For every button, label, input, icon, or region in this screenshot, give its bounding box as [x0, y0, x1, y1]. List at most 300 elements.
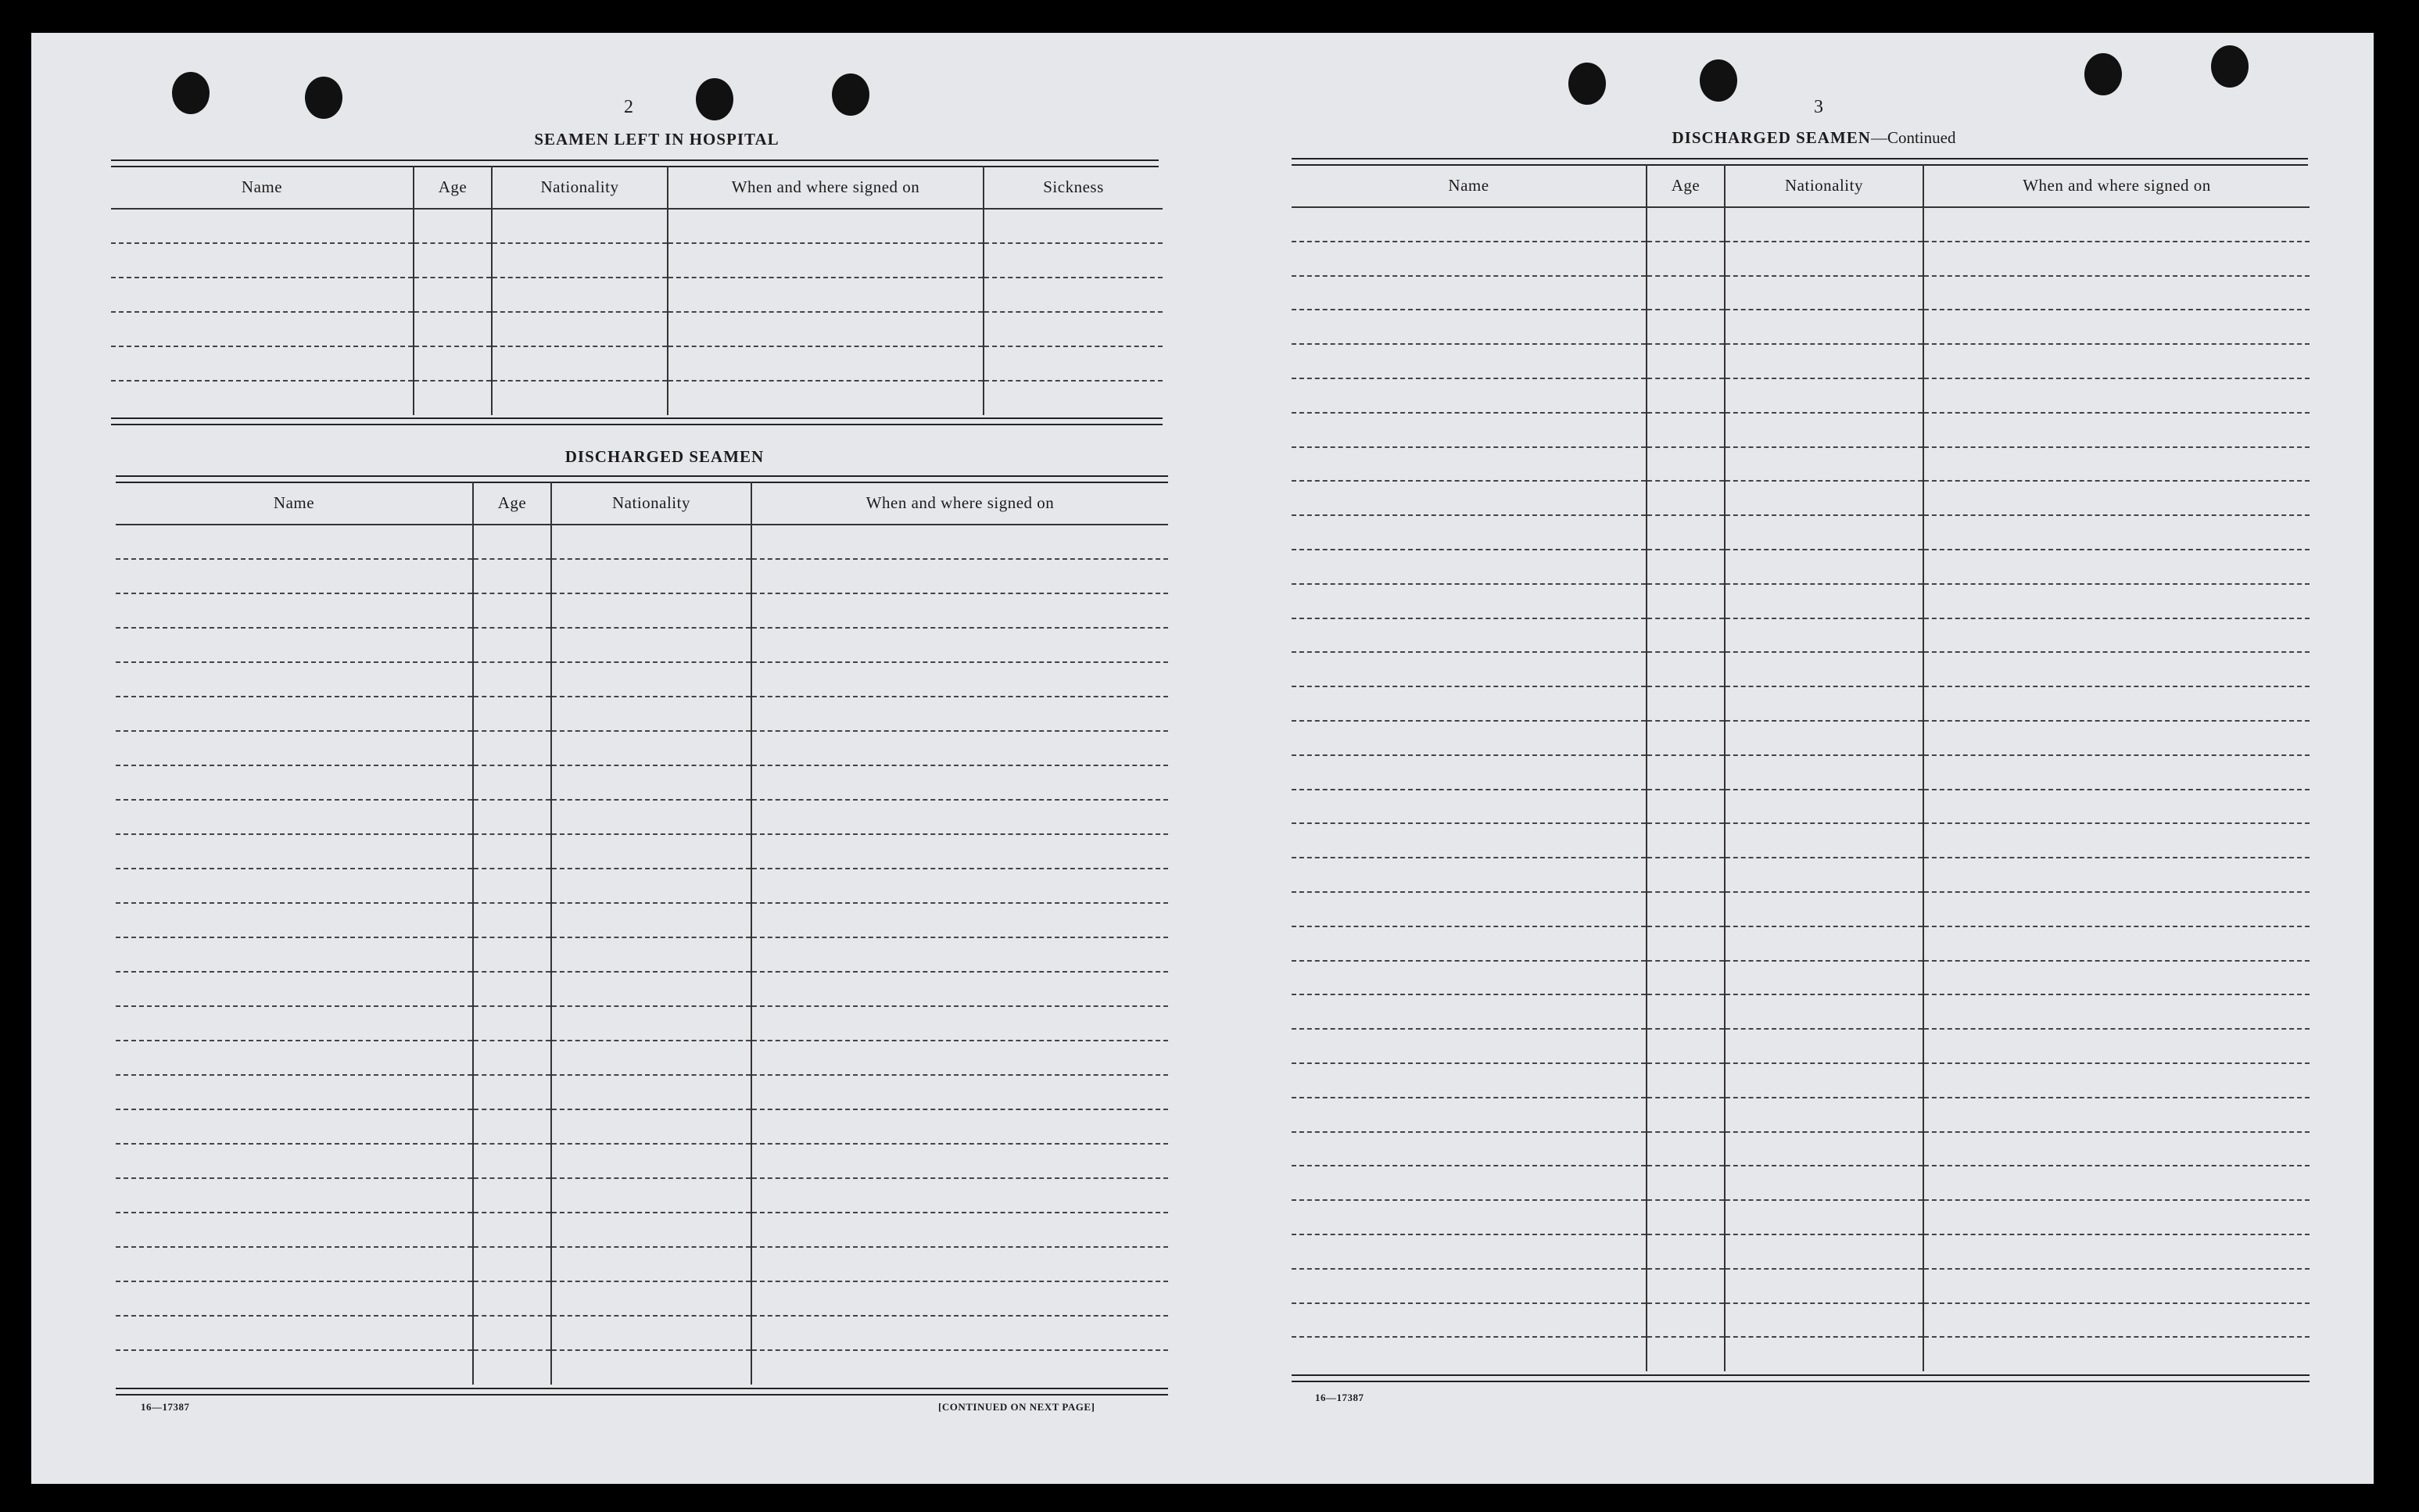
hospital-section-title: SEAMEN LEFT IN HOSPITAL	[534, 130, 779, 149]
blank-entry-cell	[551, 800, 751, 834]
column-header-age: Age	[1647, 164, 1725, 207]
blank-entry-cell	[551, 1109, 751, 1144]
blank-entry-cell	[1647, 1132, 1725, 1166]
blank-entry-cell	[111, 278, 414, 312]
blank-entry-cell	[414, 243, 492, 278]
blank-entry-cell	[116, 869, 473, 903]
blank-entry-cell	[1923, 961, 2310, 995]
blank-entry-cell	[492, 312, 668, 346]
blank-entry-cell	[116, 1281, 473, 1316]
column-header-when-and-where-signed-on: When and where signed on	[1923, 164, 2310, 207]
blank-entry-cell	[492, 209, 668, 243]
blank-entry-cell	[1725, 276, 1923, 310]
table-row	[116, 1247, 1168, 1281]
blank-entry-cell	[668, 209, 984, 243]
blank-entry-cell	[1292, 721, 1647, 755]
blank-entry-cell	[1725, 378, 1923, 413]
blank-entry-cell	[1647, 858, 1725, 892]
blank-entry-cell	[1292, 1269, 1647, 1303]
blank-entry-cell	[551, 662, 751, 697]
table-row	[1292, 790, 2310, 824]
continued-title-suffix: —Continued	[1870, 128, 1956, 147]
blank-entry-cell	[1647, 1337, 1725, 1371]
blank-entry-cell	[1647, 652, 1725, 686]
ledger-sheet	[31, 33, 2374, 1484]
blank-entry-cell	[1725, 1029, 1923, 1063]
blank-entry-cell	[1292, 961, 1647, 995]
blank-entry-cell	[1292, 1166, 1647, 1200]
blank-entry-cell	[1647, 515, 1725, 550]
blank-entry-cell	[473, 1247, 551, 1281]
blank-entry-cell	[111, 346, 414, 381]
blank-entry-cell	[473, 1109, 551, 1144]
table-row	[1292, 1098, 2310, 1132]
table-row	[1292, 994, 2310, 1029]
table-row	[1292, 447, 2310, 482]
discharged-bottom-rule	[116, 1388, 1168, 1396]
blank-entry-cell	[473, 1144, 551, 1178]
table-row	[116, 1281, 1168, 1316]
blank-entry-cell	[1725, 242, 1923, 276]
blank-entry-cell	[751, 697, 1168, 731]
column-header-age: Age	[414, 166, 492, 209]
blank-entry-cell	[116, 834, 473, 869]
table-row	[116, 731, 1168, 765]
blank-entry-cell	[1292, 1200, 1647, 1234]
table-row	[111, 278, 1163, 312]
table-row	[1292, 413, 2310, 447]
table-row	[116, 1075, 1168, 1109]
blank-entry-cell	[551, 1178, 751, 1213]
table-row	[116, 628, 1168, 662]
table-row	[1292, 618, 2310, 653]
blank-entry-cell	[551, 1247, 751, 1281]
table-row	[1292, 1132, 2310, 1166]
blank-entry-cell	[116, 1178, 473, 1213]
blank-entry-cell	[1292, 755, 1647, 790]
blank-entry-cell	[984, 209, 1163, 243]
blank-entry-cell	[473, 903, 551, 937]
table-row	[111, 243, 1163, 278]
blank-entry-cell	[1725, 1098, 1923, 1132]
blank-entry-cell	[473, 834, 551, 869]
blank-entry-cell	[1292, 652, 1647, 686]
form-code-left: 16—17387	[141, 1401, 190, 1413]
blank-entry-cell	[1923, 344, 2310, 378]
blank-entry-cell	[1292, 481, 1647, 515]
blank-entry-cell	[473, 1316, 551, 1350]
blank-entry-cell	[1923, 1132, 2310, 1166]
table-row	[1292, 858, 2310, 892]
blank-entry-cell	[1923, 378, 2310, 413]
column-header-name: Name	[111, 166, 414, 209]
blank-entry-cell	[473, 937, 551, 972]
blank-entry-cell	[116, 593, 473, 628]
blank-entry-cell	[473, 972, 551, 1006]
blank-entry-cell	[1725, 310, 1923, 344]
table-row	[116, 1006, 1168, 1041]
table-row	[1292, 276, 2310, 310]
blank-entry-cell	[1923, 550, 2310, 584]
blank-entry-cell	[1725, 550, 1923, 584]
blank-entry-cell	[751, 765, 1168, 800]
blank-entry-cell	[751, 972, 1168, 1006]
table-row	[116, 834, 1168, 869]
blank-entry-cell	[551, 1006, 751, 1041]
blank-entry-cell	[1923, 686, 2310, 721]
blank-entry-cell	[1292, 1063, 1647, 1098]
table-row	[1292, 1303, 2310, 1338]
blank-entry-cell	[751, 869, 1168, 903]
blank-entry-cell	[1647, 413, 1725, 447]
blank-entry-cell	[751, 834, 1168, 869]
punch-hole	[696, 78, 733, 120]
blank-entry-cell	[1725, 584, 1923, 618]
table-row	[116, 1144, 1168, 1178]
blank-entry-cell	[1647, 1269, 1725, 1303]
blank-entry-cell	[751, 1075, 1168, 1109]
blank-entry-cell	[1647, 721, 1725, 755]
blank-entry-cell	[1923, 652, 2310, 686]
blank-entry-cell	[1292, 413, 1647, 447]
blank-entry-cell	[116, 1041, 473, 1075]
column-header-nationality: Nationality	[492, 166, 668, 209]
blank-entry-cell	[1923, 892, 2310, 926]
blank-entry-cell	[1647, 1166, 1725, 1200]
blank-entry-cell	[473, 1213, 551, 1247]
blank-entry-cell	[473, 731, 551, 765]
blank-entry-cell	[751, 1316, 1168, 1350]
blank-entry-cell	[116, 1075, 473, 1109]
blank-entry-cell	[551, 731, 751, 765]
table-row	[116, 903, 1168, 937]
table-row	[1292, 1166, 2310, 1200]
blank-entry-cell	[1647, 242, 1725, 276]
table-row	[116, 1350, 1168, 1385]
punch-hole	[2211, 45, 2249, 88]
blank-entry-cell	[1725, 961, 1923, 995]
blank-entry-cell	[751, 1213, 1168, 1247]
blank-entry-cell	[1923, 242, 2310, 276]
blank-entry-cell	[1647, 550, 1725, 584]
blank-entry-cell	[116, 1316, 473, 1350]
blank-entry-cell	[751, 937, 1168, 972]
blank-entry-cell	[551, 1281, 751, 1316]
blank-entry-cell	[1725, 1303, 1923, 1338]
table-row	[1292, 1337, 2310, 1371]
page-number-left: 2	[624, 97, 633, 117]
table-row	[1292, 1234, 2310, 1269]
blank-entry-cell	[1923, 823, 2310, 858]
punch-hole	[172, 72, 210, 114]
blank-entry-cell	[1647, 1063, 1725, 1098]
blank-entry-cell	[116, 1213, 473, 1247]
blank-entry-cell	[116, 662, 473, 697]
blank-entry-cell	[1725, 1166, 1923, 1200]
blank-entry-cell	[1725, 1132, 1923, 1166]
blank-entry-cell	[116, 559, 473, 593]
blank-entry-cell	[116, 765, 473, 800]
table-row	[111, 209, 1163, 243]
blank-entry-cell	[1292, 344, 1647, 378]
table-row	[1292, 242, 2310, 276]
blank-entry-cell	[116, 1247, 473, 1281]
blank-entry-cell	[473, 800, 551, 834]
blank-entry-cell	[984, 346, 1163, 381]
blank-entry-cell	[1647, 1098, 1725, 1132]
blank-entry-cell	[551, 1041, 751, 1075]
blank-entry-cell	[1292, 310, 1647, 344]
table-row	[1292, 892, 2310, 926]
table-row	[116, 525, 1168, 559]
blank-entry-cell	[1647, 481, 1725, 515]
blank-entry-cell	[1923, 1303, 2310, 1338]
page-number-right: 3	[1814, 97, 1823, 117]
blank-entry-cell	[1923, 1063, 2310, 1098]
blank-entry-cell	[984, 381, 1163, 415]
table-row	[111, 381, 1163, 415]
blank-entry-cell	[668, 381, 984, 415]
blank-entry-cell	[1923, 1337, 2310, 1371]
blank-entry-cell	[1725, 1234, 1923, 1269]
blank-entry-cell	[551, 765, 751, 800]
table-row	[1292, 961, 2310, 995]
blank-entry-cell	[551, 697, 751, 731]
blank-entry-cell	[1725, 994, 1923, 1029]
blank-entry-cell	[1647, 584, 1725, 618]
blank-entry-cell	[751, 1247, 1168, 1281]
blank-entry-cell	[116, 525, 473, 559]
table-row	[1292, 481, 2310, 515]
table-row	[1292, 515, 2310, 550]
blank-entry-cell	[492, 346, 668, 381]
blank-entry-cell	[1923, 994, 2310, 1029]
discharged-table	[116, 482, 1168, 1385]
blank-entry-cell	[1647, 1234, 1725, 1269]
blank-entry-cell	[551, 903, 751, 937]
blank-entry-cell	[668, 278, 984, 312]
blank-entry-cell	[1923, 584, 2310, 618]
blank-entry-cell	[1292, 515, 1647, 550]
blank-entry-cell	[1647, 790, 1725, 824]
table-row	[116, 662, 1168, 697]
blank-entry-cell	[668, 346, 984, 381]
blank-entry-cell	[751, 800, 1168, 834]
table-row	[116, 1213, 1168, 1247]
punch-hole	[2084, 53, 2122, 95]
blank-entry-cell	[1647, 344, 1725, 378]
table-row	[116, 765, 1168, 800]
blank-entry-cell	[473, 1178, 551, 1213]
table-row	[116, 1041, 1168, 1075]
blank-entry-cell	[751, 1144, 1168, 1178]
table-row	[1292, 344, 2310, 378]
blank-entry-cell	[1292, 1029, 1647, 1063]
punch-hole	[1568, 63, 1606, 105]
blank-entry-cell	[1647, 618, 1725, 653]
hospital-table	[111, 166, 1163, 415]
blank-entry-cell	[751, 559, 1168, 593]
blank-entry-cell	[473, 1350, 551, 1385]
table-row	[116, 800, 1168, 834]
blank-entry-cell	[1923, 207, 2310, 242]
blank-entry-cell	[551, 869, 751, 903]
blank-entry-cell	[551, 1350, 751, 1385]
blank-entry-cell	[492, 243, 668, 278]
blank-entry-cell	[116, 731, 473, 765]
blank-entry-cell	[1923, 1029, 2310, 1063]
blank-entry-cell	[1725, 413, 1923, 447]
blank-entry-cell	[551, 1075, 751, 1109]
blank-entry-cell	[1923, 755, 2310, 790]
blank-entry-cell	[1923, 790, 2310, 824]
blank-entry-cell	[1647, 823, 1725, 858]
column-header-name: Name	[1292, 164, 1647, 207]
blank-entry-cell	[116, 1006, 473, 1041]
blank-entry-cell	[111, 312, 414, 346]
blank-entry-cell	[668, 312, 984, 346]
blank-entry-cell	[1725, 481, 1923, 515]
blank-entry-cell	[1647, 994, 1725, 1029]
blank-entry-cell	[1647, 1200, 1725, 1234]
blank-entry-cell	[473, 869, 551, 903]
blank-entry-cell	[1292, 926, 1647, 961]
blank-entry-cell	[1923, 858, 2310, 892]
blank-entry-cell	[116, 697, 473, 731]
table-row	[1292, 550, 2310, 584]
table-row	[111, 346, 1163, 381]
blank-entry-cell	[1725, 447, 1923, 482]
blank-entry-cell	[1647, 892, 1725, 926]
blank-entry-cell	[116, 1350, 473, 1385]
table-row	[116, 972, 1168, 1006]
blank-entry-cell	[1725, 1337, 1923, 1371]
blank-entry-cell	[1923, 1234, 2310, 1269]
blank-entry-cell	[473, 559, 551, 593]
blank-entry-cell	[1725, 823, 1923, 858]
blank-entry-cell	[751, 903, 1168, 937]
blank-entry-cell	[473, 628, 551, 662]
table-row	[116, 559, 1168, 593]
blank-entry-cell	[551, 937, 751, 972]
continued-section-title	[1290, 128, 2338, 148]
blank-entry-cell	[473, 593, 551, 628]
blank-entry-cell	[1923, 618, 2310, 653]
blank-entry-cell	[1923, 447, 2310, 482]
blank-entry-cell	[1292, 276, 1647, 310]
punch-hole	[1700, 59, 1737, 102]
blank-entry-cell	[473, 697, 551, 731]
table-row	[116, 593, 1168, 628]
blank-entry-cell	[1292, 1337, 1647, 1371]
blank-entry-cell	[116, 628, 473, 662]
blank-entry-cell	[1923, 1200, 2310, 1234]
table-row	[1292, 1200, 2310, 1234]
table-row	[1292, 584, 2310, 618]
blank-entry-cell	[1725, 755, 1923, 790]
blank-entry-cell	[414, 278, 492, 312]
blank-entry-cell	[668, 243, 984, 278]
blank-entry-cell	[1725, 1269, 1923, 1303]
continued-title-main: DISCHARGED SEAMEN	[1672, 128, 1871, 147]
blank-entry-cell	[1647, 755, 1725, 790]
blank-entry-cell	[1725, 926, 1923, 961]
blank-entry-cell	[473, 765, 551, 800]
blank-entry-cell	[1725, 858, 1923, 892]
blank-entry-cell	[1292, 584, 1647, 618]
blank-entry-cell	[1292, 1098, 1647, 1132]
column-header-when-and-where-signed-on: When and where signed on	[751, 482, 1168, 525]
blank-entry-cell	[1292, 242, 1647, 276]
blank-entry-cell	[751, 1006, 1168, 1041]
blank-entry-cell	[1725, 686, 1923, 721]
blank-entry-cell	[1725, 515, 1923, 550]
blank-entry-cell	[1647, 1029, 1725, 1063]
blank-entry-cell	[116, 800, 473, 834]
blank-entry-cell	[1923, 310, 2310, 344]
table-row	[1292, 652, 2310, 686]
blank-entry-cell	[473, 525, 551, 559]
blank-entry-cell	[751, 1350, 1168, 1385]
blank-entry-cell	[492, 381, 668, 415]
blank-entry-cell	[751, 1178, 1168, 1213]
table-row	[1292, 686, 2310, 721]
table-row	[116, 869, 1168, 903]
blank-entry-cell	[1292, 1234, 1647, 1269]
blank-entry-cell	[1923, 515, 2310, 550]
blank-entry-cell	[116, 1144, 473, 1178]
blank-entry-cell	[551, 972, 751, 1006]
table-row	[116, 1109, 1168, 1144]
blank-entry-cell	[1292, 618, 1647, 653]
blank-entry-cell	[1292, 790, 1647, 824]
blank-entry-cell	[414, 346, 492, 381]
blank-entry-cell	[1923, 1098, 2310, 1132]
table-row	[1292, 1269, 2310, 1303]
table-row	[1292, 926, 2310, 961]
blank-entry-cell	[551, 1213, 751, 1247]
blank-entry-cell	[551, 525, 751, 559]
blank-entry-cell	[551, 834, 751, 869]
hospital-bottom-rule	[111, 417, 1163, 425]
blank-entry-cell	[492, 278, 668, 312]
blank-entry-cell	[1725, 618, 1923, 653]
blank-entry-cell	[751, 525, 1168, 559]
blank-entry-cell	[1725, 790, 1923, 824]
blank-entry-cell	[751, 731, 1168, 765]
table-row	[1292, 1063, 2310, 1098]
column-header-name: Name	[116, 482, 473, 525]
blank-entry-cell	[751, 628, 1168, 662]
blank-entry-cell	[473, 1075, 551, 1109]
blank-entry-cell	[1923, 926, 2310, 961]
hospital-header-row	[111, 166, 1163, 209]
blank-entry-cell	[1647, 447, 1725, 482]
form-code-right: 16—17387	[1315, 1392, 1364, 1403]
blank-entry-cell	[1292, 892, 1647, 926]
punch-hole	[305, 77, 342, 119]
blank-entry-cell	[1725, 1063, 1923, 1098]
table-row	[1292, 310, 2310, 344]
blank-entry-cell	[1647, 1303, 1725, 1338]
blank-entry-cell	[551, 628, 751, 662]
blank-entry-cell	[1647, 926, 1725, 961]
blank-entry-cell	[1292, 378, 1647, 413]
blank-entry-cell	[1292, 550, 1647, 584]
blank-entry-cell	[1647, 310, 1725, 344]
continued-header-row	[1292, 164, 2310, 207]
blank-entry-cell	[551, 1316, 751, 1350]
